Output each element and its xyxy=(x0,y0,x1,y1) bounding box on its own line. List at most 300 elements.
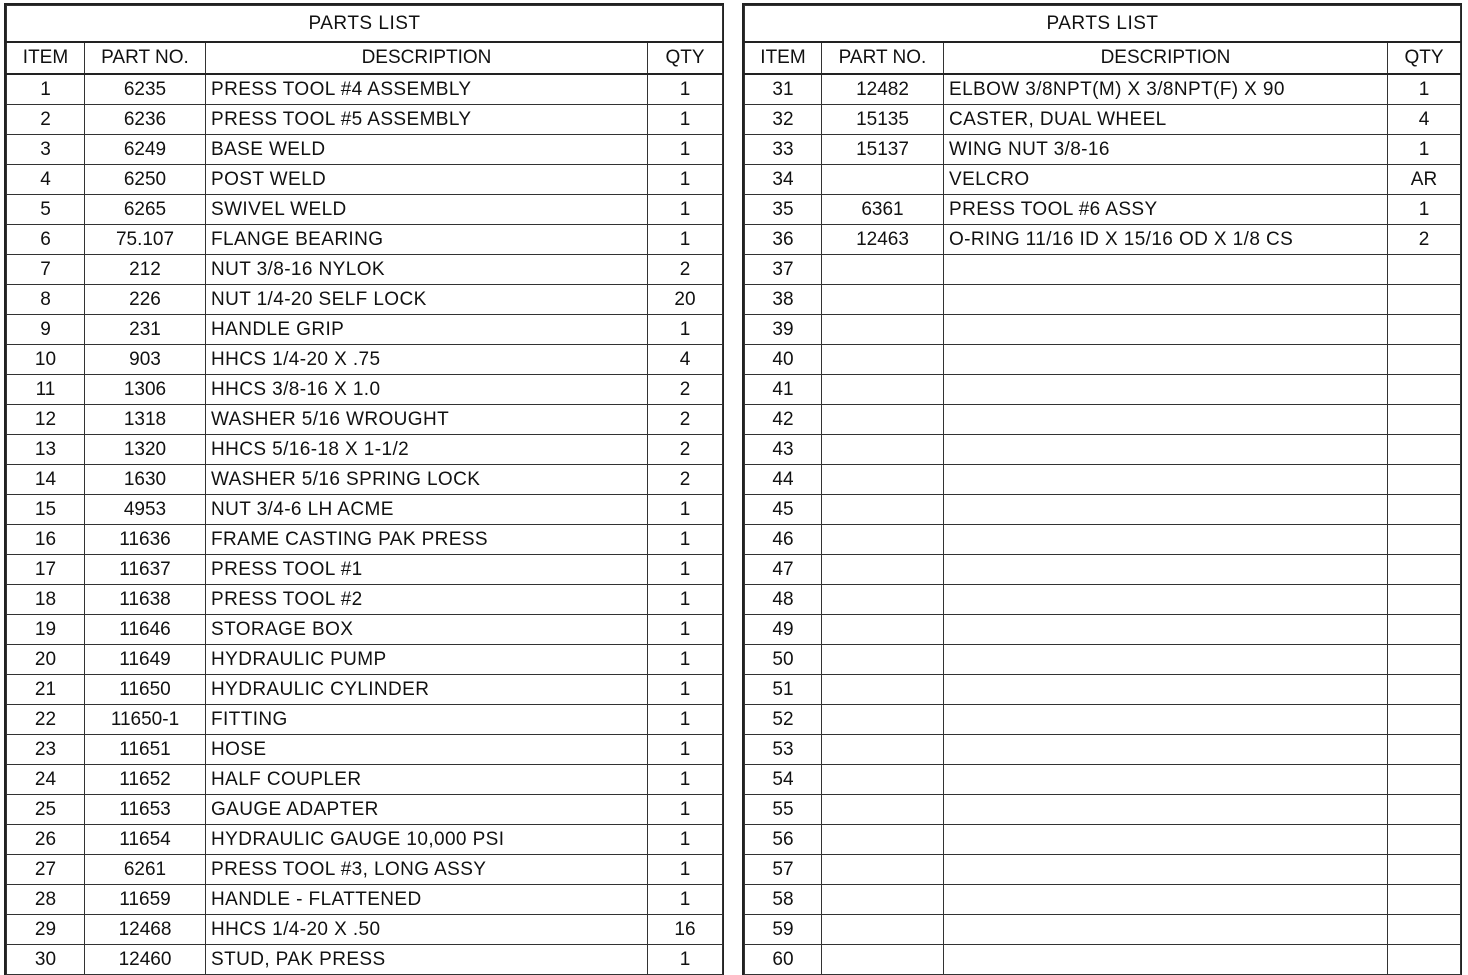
table-row xyxy=(745,285,1461,315)
column-header-item: ITEM xyxy=(7,42,85,74)
table-title: PARTS LIST xyxy=(745,6,1461,43)
item-cell: 3 xyxy=(7,135,85,165)
description-cell xyxy=(944,555,1388,585)
qty-cell xyxy=(1388,285,1461,315)
item-cell: 14 xyxy=(7,465,85,495)
column-header-part-no: PART NO. xyxy=(85,42,206,74)
part-no-cell: 6235 xyxy=(85,74,206,105)
description-cell: HYDRAULIC GAUGE 10,000 PSI xyxy=(206,825,648,855)
description-cell: HALF COUPLER xyxy=(206,765,648,795)
description-cell: HYDRAULIC PUMP xyxy=(206,645,648,675)
qty-cell: 1 xyxy=(1388,74,1461,105)
part-no-cell: 11652 xyxy=(85,765,206,795)
description-cell: FITTING xyxy=(206,705,648,735)
item-cell: 47 xyxy=(745,555,822,585)
part-no-cell: 6265 xyxy=(85,195,206,225)
qty-cell: 1 xyxy=(648,555,723,585)
qty-cell: 2 xyxy=(648,255,723,285)
part-no-cell xyxy=(822,435,944,465)
qty-cell xyxy=(1388,585,1461,615)
item-cell: 38 xyxy=(745,285,822,315)
qty-cell: 1 xyxy=(648,735,723,765)
table-row xyxy=(745,765,1461,795)
column-header-qty: QTY xyxy=(648,42,723,74)
table-row xyxy=(745,165,1461,195)
item-cell: 6 xyxy=(7,225,85,255)
part-no-cell xyxy=(822,465,944,495)
item-cell: 24 xyxy=(7,765,85,795)
item-cell: 48 xyxy=(745,585,822,615)
item-cell: 46 xyxy=(745,525,822,555)
item-cell: 40 xyxy=(745,345,822,375)
description-cell: FLANGE BEARING xyxy=(206,225,648,255)
item-cell: 27 xyxy=(7,855,85,885)
description-cell xyxy=(944,585,1388,615)
description-cell: PRESS TOOL #2 xyxy=(206,585,648,615)
description-cell xyxy=(944,315,1388,345)
table-row xyxy=(7,915,723,945)
description-cell: O-RING 11/16 ID X 15/16 OD X 1/8 CS xyxy=(944,225,1388,255)
table-row xyxy=(745,675,1461,705)
table-title: PARTS LIST xyxy=(7,6,723,43)
description-cell: BASE WELD xyxy=(206,135,648,165)
description-cell xyxy=(944,765,1388,795)
table-row xyxy=(7,615,723,645)
part-no-cell: 6261 xyxy=(85,855,206,885)
table-row xyxy=(745,435,1461,465)
table-row xyxy=(745,525,1461,555)
item-cell: 9 xyxy=(7,315,85,345)
table-row xyxy=(7,255,723,285)
qty-cell xyxy=(1388,255,1461,285)
table-row xyxy=(7,435,723,465)
description-cell xyxy=(944,915,1388,945)
description-cell: HHCS 1/4-20 X .75 xyxy=(206,345,648,375)
table-row xyxy=(745,825,1461,855)
table-row xyxy=(745,585,1461,615)
part-no-cell: 11638 xyxy=(85,585,206,615)
item-cell: 56 xyxy=(745,825,822,855)
table-row xyxy=(7,705,723,735)
qty-cell: AR xyxy=(1388,165,1461,195)
item-cell: 16 xyxy=(7,525,85,555)
item-cell: 57 xyxy=(745,855,822,885)
table-row xyxy=(745,74,1461,105)
description-cell: HHCS 3/8-16 X 1.0 xyxy=(206,375,648,405)
qty-cell: 1 xyxy=(1388,135,1461,165)
part-no-cell: 15137 xyxy=(822,135,944,165)
table-row xyxy=(7,315,723,345)
description-cell xyxy=(944,645,1388,675)
part-no-cell xyxy=(822,495,944,525)
item-cell: 34 xyxy=(745,165,822,195)
description-cell: STORAGE BOX xyxy=(206,615,648,645)
qty-cell xyxy=(1388,315,1461,345)
part-no-cell: 1306 xyxy=(85,375,206,405)
table-body xyxy=(745,74,1461,975)
qty-cell: 2 xyxy=(648,375,723,405)
table-row xyxy=(745,795,1461,825)
column-header-description: DESCRIPTION xyxy=(206,42,648,74)
item-cell: 41 xyxy=(745,375,822,405)
part-no-cell: 11646 xyxy=(85,615,206,645)
description-cell: CASTER, DUAL WHEEL xyxy=(944,105,1388,135)
part-no-cell: 15135 xyxy=(822,105,944,135)
table-row xyxy=(7,795,723,825)
part-no-cell xyxy=(822,645,944,675)
table-row xyxy=(7,855,723,885)
part-no-cell: 6361 xyxy=(822,195,944,225)
part-no-cell xyxy=(822,555,944,585)
qty-cell xyxy=(1388,855,1461,885)
column-header-part-no: PART NO. xyxy=(822,42,944,74)
description-cell xyxy=(944,435,1388,465)
qty-cell xyxy=(1388,675,1461,705)
qty-cell: 1 xyxy=(648,615,723,645)
item-cell: 25 xyxy=(7,795,85,825)
item-cell: 52 xyxy=(745,705,822,735)
part-no-cell xyxy=(822,675,944,705)
qty-cell xyxy=(1388,825,1461,855)
item-cell: 42 xyxy=(745,405,822,435)
part-no-cell: 75.107 xyxy=(85,225,206,255)
part-no-cell xyxy=(822,825,944,855)
part-no-cell xyxy=(822,765,944,795)
part-no-cell xyxy=(822,375,944,405)
qty-cell: 1 xyxy=(648,135,723,165)
part-no-cell: 11659 xyxy=(85,885,206,915)
table-row xyxy=(7,495,723,525)
item-cell: 20 xyxy=(7,645,85,675)
item-cell: 18 xyxy=(7,585,85,615)
table-row xyxy=(745,195,1461,225)
part-no-cell xyxy=(822,915,944,945)
table-row xyxy=(7,885,723,915)
item-cell: 45 xyxy=(745,495,822,525)
item-cell: 35 xyxy=(745,195,822,225)
item-cell: 33 xyxy=(745,135,822,165)
item-cell: 32 xyxy=(745,105,822,135)
item-cell: 53 xyxy=(745,735,822,765)
qty-cell: 1 xyxy=(648,945,723,975)
qty-cell: 1 xyxy=(648,165,723,195)
part-no-cell: 231 xyxy=(85,315,206,345)
qty-cell: 1 xyxy=(648,795,723,825)
part-no-cell: 11650-1 xyxy=(85,705,206,735)
part-no-cell xyxy=(822,945,944,975)
table-row xyxy=(745,645,1461,675)
item-cell: 50 xyxy=(745,645,822,675)
qty-cell: 2 xyxy=(648,435,723,465)
table-row xyxy=(7,525,723,555)
column-header-description: DESCRIPTION xyxy=(944,42,1388,74)
description-cell: PRESS TOOL #3, LONG ASSY xyxy=(206,855,648,885)
part-no-cell xyxy=(822,615,944,645)
table-row xyxy=(7,825,723,855)
table-row xyxy=(745,705,1461,735)
qty-cell xyxy=(1388,495,1461,525)
part-no-cell xyxy=(822,705,944,735)
qty-cell: 1 xyxy=(1388,195,1461,225)
part-no-cell: 12482 xyxy=(822,74,944,105)
table-row xyxy=(745,135,1461,165)
qty-cell xyxy=(1388,405,1461,435)
description-cell: NUT 3/8-16 NYLOK xyxy=(206,255,648,285)
table-row xyxy=(7,405,723,435)
description-cell xyxy=(944,615,1388,645)
qty-cell: 1 xyxy=(648,885,723,915)
description-cell xyxy=(944,255,1388,285)
table-row xyxy=(7,585,723,615)
description-cell: PRESS TOOL #4 ASSEMBLY xyxy=(206,74,648,105)
qty-cell: 2 xyxy=(648,405,723,435)
table-row xyxy=(7,135,723,165)
description-cell xyxy=(944,285,1388,315)
description-cell xyxy=(944,825,1388,855)
qty-cell: 1 xyxy=(648,855,723,885)
qty-cell: 1 xyxy=(648,74,723,105)
table-row xyxy=(7,195,723,225)
part-no-cell xyxy=(822,795,944,825)
part-no-cell xyxy=(822,525,944,555)
description-cell: PRESS TOOL #1 xyxy=(206,555,648,585)
parts-table xyxy=(6,5,723,975)
part-no-cell xyxy=(822,405,944,435)
table-row xyxy=(7,555,723,585)
part-no-cell: 11654 xyxy=(85,825,206,855)
description-cell: POST WELD xyxy=(206,165,648,195)
item-cell: 26 xyxy=(7,825,85,855)
description-cell xyxy=(944,465,1388,495)
item-cell: 21 xyxy=(7,675,85,705)
description-cell xyxy=(944,885,1388,915)
qty-cell xyxy=(1388,705,1461,735)
qty-cell xyxy=(1388,645,1461,675)
item-cell: 28 xyxy=(7,885,85,915)
qty-cell: 1 xyxy=(648,645,723,675)
table-row xyxy=(745,225,1461,255)
qty-cell: 1 xyxy=(648,315,723,345)
part-no-cell: 212 xyxy=(85,255,206,285)
table-row xyxy=(7,645,723,675)
description-cell: HANDLE GRIP xyxy=(206,315,648,345)
description-cell xyxy=(944,855,1388,885)
part-no-cell: 11653 xyxy=(85,795,206,825)
description-cell xyxy=(944,705,1388,735)
table-row xyxy=(7,735,723,765)
qty-cell: 1 xyxy=(648,825,723,855)
item-cell: 30 xyxy=(7,945,85,975)
qty-cell: 16 xyxy=(648,915,723,945)
part-no-cell: 6236 xyxy=(85,105,206,135)
item-cell: 2 xyxy=(7,105,85,135)
table-row xyxy=(745,555,1461,585)
description-cell: ELBOW 3/8NPT(M) X 3/8NPT(F) X 90 xyxy=(944,74,1388,105)
qty-cell: 1 xyxy=(648,525,723,555)
description-cell: GAUGE ADAPTER xyxy=(206,795,648,825)
table-row xyxy=(745,405,1461,435)
table-row xyxy=(745,945,1461,975)
description-cell xyxy=(944,375,1388,405)
part-no-cell: 4953 xyxy=(85,495,206,525)
table-row xyxy=(745,345,1461,375)
description-cell: HYDRAULIC CYLINDER xyxy=(206,675,648,705)
part-no-cell: 6249 xyxy=(85,135,206,165)
table-row xyxy=(745,915,1461,945)
table-row xyxy=(7,375,723,405)
part-no-cell: 6250 xyxy=(85,165,206,195)
description-cell xyxy=(944,495,1388,525)
table-row xyxy=(745,105,1461,135)
description-cell xyxy=(944,735,1388,765)
item-cell: 7 xyxy=(7,255,85,285)
table-row xyxy=(745,255,1461,285)
part-no-cell: 11636 xyxy=(85,525,206,555)
item-cell: 13 xyxy=(7,435,85,465)
description-cell: FRAME CASTING PAK PRESS xyxy=(206,525,648,555)
item-cell: 19 xyxy=(7,615,85,645)
description-cell: WASHER 5/16 SPRING LOCK xyxy=(206,465,648,495)
item-cell: 1 xyxy=(7,74,85,105)
item-cell: 37 xyxy=(745,255,822,285)
description-cell: PRESS TOOL #6 ASSY xyxy=(944,195,1388,225)
item-cell: 23 xyxy=(7,735,85,765)
description-cell: STUD, PAK PRESS xyxy=(206,945,648,975)
table-row xyxy=(745,615,1461,645)
qty-cell: 1 xyxy=(648,195,723,225)
part-no-cell: 226 xyxy=(85,285,206,315)
part-no-cell: 903 xyxy=(85,345,206,375)
qty-cell xyxy=(1388,915,1461,945)
table-row xyxy=(7,165,723,195)
parts-list-table-left xyxy=(4,3,724,975)
description-cell: SWIVEL WELD xyxy=(206,195,648,225)
qty-cell: 2 xyxy=(1388,225,1461,255)
item-cell: 4 xyxy=(7,165,85,195)
item-cell: 31 xyxy=(745,74,822,105)
qty-cell: 1 xyxy=(648,765,723,795)
part-no-cell xyxy=(822,255,944,285)
description-cell: WASHER 5/16 WROUGHT xyxy=(206,405,648,435)
parts-list-table-right xyxy=(742,3,1462,975)
part-no-cell: 1320 xyxy=(85,435,206,465)
item-cell: 22 xyxy=(7,705,85,735)
table-row xyxy=(745,375,1461,405)
column-header-item: ITEM xyxy=(745,42,822,74)
item-cell: 29 xyxy=(7,915,85,945)
item-cell: 39 xyxy=(745,315,822,345)
item-cell: 10 xyxy=(7,345,85,375)
part-no-cell: 11649 xyxy=(85,645,206,675)
description-cell: VELCRO xyxy=(944,165,1388,195)
item-cell: 44 xyxy=(745,465,822,495)
qty-cell xyxy=(1388,375,1461,405)
qty-cell xyxy=(1388,885,1461,915)
column-header-qty: QTY xyxy=(1388,42,1461,74)
item-cell: 49 xyxy=(745,615,822,645)
part-no-cell xyxy=(822,165,944,195)
item-cell: 36 xyxy=(745,225,822,255)
qty-cell: 1 xyxy=(648,705,723,735)
table-row xyxy=(7,225,723,255)
description-cell: WING NUT 3/8-16 xyxy=(944,135,1388,165)
table-row xyxy=(7,675,723,705)
table-body xyxy=(7,74,723,975)
description-cell xyxy=(944,525,1388,555)
parts-table xyxy=(744,5,1461,975)
part-no-cell: 11651 xyxy=(85,735,206,765)
qty-cell xyxy=(1388,555,1461,585)
description-cell: HOSE xyxy=(206,735,648,765)
part-no-cell xyxy=(822,345,944,375)
part-no-cell xyxy=(822,285,944,315)
description-cell xyxy=(944,945,1388,975)
description-cell: HHCS 1/4-20 X .50 xyxy=(206,915,648,945)
description-cell: HHCS 5/16-18 X 1-1/2 xyxy=(206,435,648,465)
part-no-cell: 11637 xyxy=(85,555,206,585)
part-no-cell: 12460 xyxy=(85,945,206,975)
item-cell: 58 xyxy=(745,885,822,915)
qty-cell: 1 xyxy=(648,675,723,705)
qty-cell xyxy=(1388,345,1461,375)
table-row xyxy=(7,765,723,795)
item-cell: 43 xyxy=(745,435,822,465)
table-row xyxy=(7,285,723,315)
qty-cell: 1 xyxy=(648,105,723,135)
description-cell xyxy=(944,795,1388,825)
item-cell: 12 xyxy=(7,405,85,435)
qty-cell: 1 xyxy=(648,225,723,255)
part-no-cell xyxy=(822,315,944,345)
part-no-cell: 12463 xyxy=(822,225,944,255)
item-cell: 5 xyxy=(7,195,85,225)
item-cell: 17 xyxy=(7,555,85,585)
qty-cell xyxy=(1388,735,1461,765)
description-cell: NUT 1/4-20 SELF LOCK xyxy=(206,285,648,315)
item-cell: 51 xyxy=(745,675,822,705)
item-cell: 55 xyxy=(745,795,822,825)
part-no-cell xyxy=(822,735,944,765)
part-no-cell: 1318 xyxy=(85,405,206,435)
item-cell: 59 xyxy=(745,915,822,945)
item-cell: 11 xyxy=(7,375,85,405)
qty-cell: 4 xyxy=(648,345,723,375)
table-row xyxy=(7,345,723,375)
description-cell xyxy=(944,405,1388,435)
description-cell: NUT 3/4-6 LH ACME xyxy=(206,495,648,525)
qty-cell: 1 xyxy=(648,585,723,615)
qty-cell xyxy=(1388,795,1461,825)
table-row xyxy=(7,74,723,105)
part-no-cell xyxy=(822,885,944,915)
description-cell: HANDLE - FLATTENED xyxy=(206,885,648,915)
table-row xyxy=(7,945,723,975)
table-row xyxy=(7,465,723,495)
table-row xyxy=(7,105,723,135)
table-row xyxy=(745,465,1461,495)
item-cell: 60 xyxy=(745,945,822,975)
qty-cell xyxy=(1388,615,1461,645)
qty-cell xyxy=(1388,945,1461,975)
qty-cell xyxy=(1388,765,1461,795)
qty-cell xyxy=(1388,525,1461,555)
description-cell: PRESS TOOL #5 ASSEMBLY xyxy=(206,105,648,135)
description-cell xyxy=(944,675,1388,705)
table-row xyxy=(745,315,1461,345)
part-no-cell: 12468 xyxy=(85,915,206,945)
qty-cell: 1 xyxy=(648,495,723,525)
qty-cell: 20 xyxy=(648,285,723,315)
